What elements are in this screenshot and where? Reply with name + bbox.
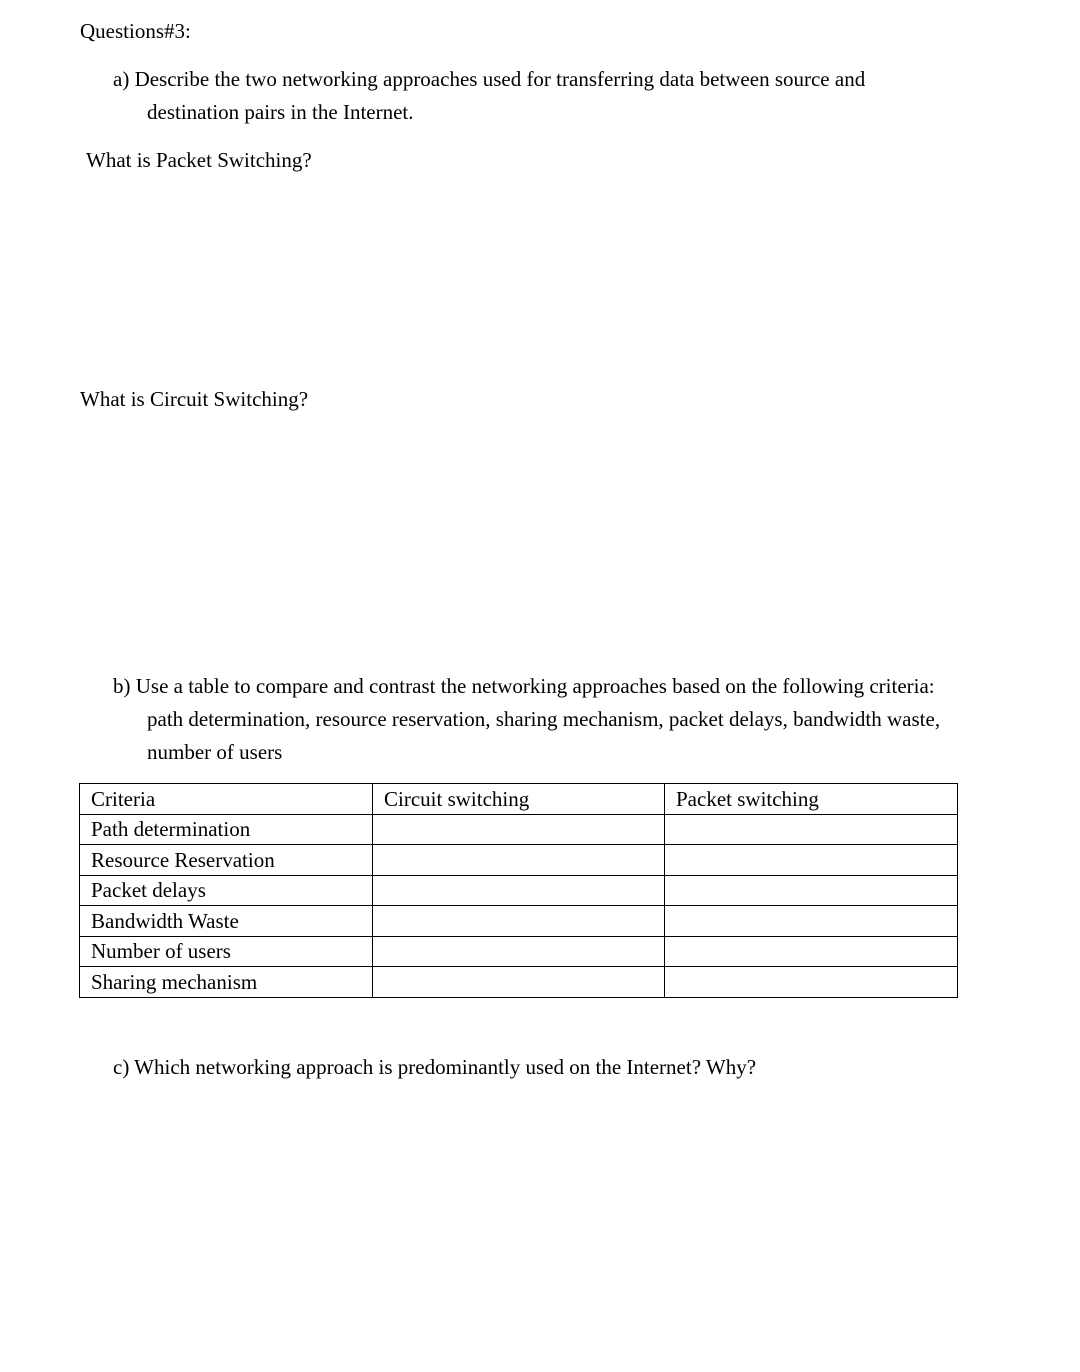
packet-answer-cell[interactable] [665, 814, 958, 845]
header-criteria: Criteria [80, 784, 373, 815]
circuit-answer-cell[interactable] [373, 845, 665, 876]
criteria-cell: Sharing mechanism [80, 967, 373, 998]
part-c-prompt: c) Which networking approach is predominantly used on the Internet? Why? [113, 1055, 757, 1079]
part-b-prompt-line-1: b) Use a table to compare and contrast the networking approaches based on the following criteria: [113, 674, 935, 698]
criteria-cell: Number of users [80, 936, 373, 967]
circuit-answer-cell[interactable] [373, 967, 665, 998]
packet-answer-cell[interactable] [665, 967, 958, 998]
circuit-answer-cell[interactable] [373, 875, 665, 906]
table-header-row [80, 784, 958, 815]
header-packet-switching: Packet switching [665, 784, 958, 815]
comparison-table [79, 783, 958, 998]
circuit-answer-cell[interactable] [373, 814, 665, 845]
packet-answer-cell[interactable] [665, 875, 958, 906]
part-a-prompt-line-2: destination pairs in the Internet. [147, 100, 414, 124]
packet-answer-cell[interactable] [665, 936, 958, 967]
table-row [80, 936, 958, 967]
criteria-cell: Path determination [80, 814, 373, 845]
table-row [80, 845, 958, 876]
table-row [80, 814, 958, 845]
part-b-prompt-line-3: number of users [147, 740, 283, 764]
packet-answer-cell[interactable] [665, 906, 958, 937]
table-row [80, 967, 958, 998]
table-row [80, 906, 958, 937]
criteria-cell: Packet delays [80, 875, 373, 906]
question-title: Questions#3: [80, 19, 191, 43]
table-row [80, 875, 958, 906]
header-circuit-switching: Circuit switching [373, 784, 665, 815]
packet-switching-prompt: What is Packet Switching? [86, 148, 312, 172]
criteria-cell: Bandwidth Waste [80, 906, 373, 937]
circuit-answer-cell[interactable] [373, 906, 665, 937]
criteria-cell: Resource Reservation [80, 845, 373, 876]
part-b-prompt-line-2: path determination, resource reservation, sharing mechanism, packet delays, bandwidth waste, [147, 707, 941, 731]
packet-answer-cell[interactable] [665, 845, 958, 876]
part-a-prompt-line-1: a) Describe the two networking approaches used for transferring data between source and [113, 67, 866, 91]
circuit-switching-prompt: What is Circuit Switching? [80, 387, 309, 411]
circuit-answer-cell[interactable] [373, 936, 665, 967]
